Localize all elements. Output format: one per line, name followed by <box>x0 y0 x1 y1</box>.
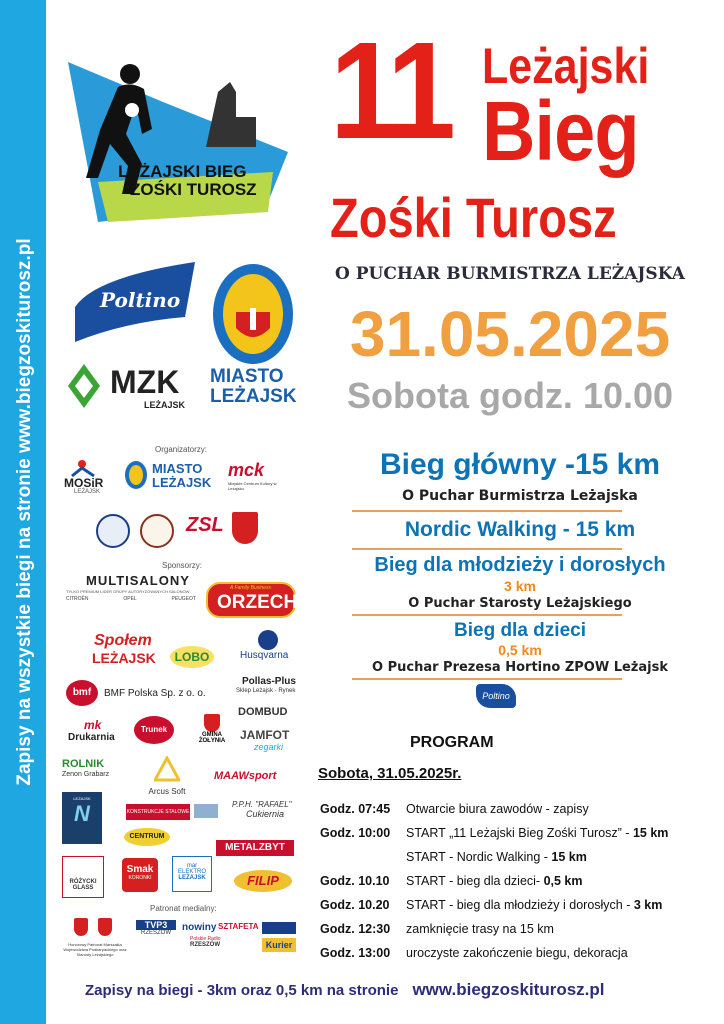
car-brands <box>66 596 196 602</box>
n-letter-icon: N <box>74 801 90 826</box>
race-kids-name: Bieg dla dzieci <box>454 620 586 641</box>
crest-icon <box>98 918 112 936</box>
rafael-sub: Cukiernia <box>246 809 285 819</box>
program-row <box>320 850 587 864</box>
husqvarna-text: Husqvarna <box>240 650 289 661</box>
bmf-logo: bmf <box>66 680 98 706</box>
event-logo-line2: ZOŚKI TUROSZ <box>130 180 257 199</box>
konstrukcje-logo <box>126 804 190 820</box>
brand-citroen: CITROËN <box>66 596 89 602</box>
program-bold: 0,5 km <box>543 874 583 888</box>
title-line2: Bieg <box>482 84 639 178</box>
dombud-logo: DOMBUD <box>238 706 288 718</box>
radio-sub: RZESZÓW <box>190 942 220 948</box>
rafael-logo <box>232 800 302 830</box>
gmina-crest-icon <box>204 714 220 732</box>
husqvarna-logo <box>240 630 304 670</box>
husqvarna-h-icon <box>258 630 278 650</box>
miasto-lezajsk-logo <box>208 262 298 412</box>
program-text: zamknięcie trasy na 15 km <box>406 922 554 936</box>
divider <box>352 614 622 616</box>
brand-opel: OPEL <box>123 596 137 602</box>
patron-text: Honorowy Patronat Marszałka Województwa Podkarpackiego oraz Starosty Leżajskiego <box>63 942 127 957</box>
rolnik-sub: Zenon Grabarz <box>62 771 110 778</box>
race-youth-name: Bieg dla młodzieży i dorosłych <box>374 554 666 576</box>
rozycki-sub: GLASS <box>72 885 94 891</box>
event-date: 31.05.2025 <box>349 298 671 370</box>
miasto-line1: MIASTO <box>210 366 284 387</box>
city-crest-icon <box>208 262 298 370</box>
elektro-sub: LEŻAJSK <box>178 875 206 881</box>
program-bold: 3 km <box>633 898 663 912</box>
gmina-sub: ŻOŁYNIA <box>198 738 226 744</box>
spolem-sub: LEŻAJSK <box>92 650 156 666</box>
title-number: 11 <box>330 14 451 168</box>
race-main-name: Bieg główny -15 km <box>379 448 661 481</box>
tvp-text: TVP3 <box>136 920 176 930</box>
divider <box>352 510 622 512</box>
pollas-text: Pollas-Plus <box>242 676 296 687</box>
media-label: Patronat medialny: <box>150 904 217 913</box>
konstrukcje-text: KONSTRUKCJE STALOWE <box>126 809 190 815</box>
arcus-text: Arcus Soft <box>148 787 186 796</box>
mzk-diamond-icon <box>66 362 102 410</box>
program-bold: 15 km <box>551 850 587 864</box>
program-row <box>320 946 628 960</box>
trunek-logo: Trunek <box>134 716 174 744</box>
race-youth-cup: O Puchar Starosty Leżajskiego <box>408 596 632 611</box>
zsl-logo: ZSL <box>186 514 224 536</box>
race-kids-cup: O Puchar Prezesa Hortino ZPOW Leżajsk <box>372 660 668 675</box>
mk-logo: mk <box>84 718 102 732</box>
event-logo-line1: LEŻAJSKI BIEG <box>118 162 247 181</box>
footer <box>85 980 605 1000</box>
nowiny-logo: nowiny <box>182 922 217 933</box>
program-text: START - bieg dla młodzieży i dorosłych - <box>406 898 634 912</box>
program-time: Godz. 13:00 <box>320 946 391 960</box>
title-line3: Zośki Turosz <box>330 186 617 249</box>
org-miasto-text: MIASTO LEŻAJSK <box>152 461 212 490</box>
filip-logo: FILIP <box>234 870 292 892</box>
lobo-logo: LOBO <box>170 646 214 668</box>
radio-text: Polskie Radio <box>190 936 221 942</box>
maaw-logo: MAAWsport <box>214 770 277 782</box>
event-logo <box>68 62 288 232</box>
program-row <box>320 802 589 816</box>
program-text: START - Nordic Walking - <box>406 850 552 864</box>
day-time: Sobota godz. 10.00 <box>346 375 674 416</box>
spolem-logo <box>64 632 154 670</box>
program-time: Godz. 10:00 <box>320 826 391 840</box>
program-row <box>320 874 582 888</box>
jamfot-logo: JAMFOT <box>240 728 290 742</box>
program-time: Godz. 10.10 <box>320 874 390 888</box>
mosir-figures-icon <box>62 458 114 478</box>
program-date: Sobota, 31.05.2025r. <box>318 765 462 782</box>
program-text: uroczyste zakończenie biegu, dekoracja <box>406 946 628 960</box>
radio-logo <box>190 936 240 952</box>
mzk-logo <box>66 362 196 412</box>
brand-peugeot: PEUGEOT <box>171 596 196 602</box>
jamfot-sub: zegarki <box>254 742 284 752</box>
city-crest-small-icon <box>124 460 148 490</box>
elektro-logo <box>172 856 212 892</box>
sponsors-label: Sponsorzy: <box>162 561 203 570</box>
program-row <box>320 922 554 936</box>
org-crest-3 <box>232 512 258 544</box>
mck-sub: Miejskie Centrum Kultury w Leżajsku <box>228 481 277 491</box>
footer-text: Zapisy na biegi - 3km oraz 0,5 km na stronie <box>85 982 399 999</box>
program-time: Godz. 10.20 <box>320 898 390 912</box>
rozycki-text: RÓŻYCKI <box>69 879 97 885</box>
miasto-line2: LEŻAJSK <box>210 386 297 407</box>
title-line1: Leżajski <box>482 38 650 94</box>
gmina-logo <box>192 714 232 754</box>
mosir-text: MOSiR <box>64 476 104 490</box>
mosir-logo <box>62 458 114 496</box>
mosir-sub: LEŻAJSK <box>74 489 101 495</box>
poltino-logo <box>70 262 200 342</box>
steel-icon <box>194 804 218 818</box>
program-title: PROGRAM <box>410 734 494 751</box>
divider <box>352 678 622 680</box>
race-main-cup: O Puchar Burmistrza Leżajska <box>402 488 638 504</box>
organizers-label: Organizatorzy: <box>155 445 208 454</box>
program-time: Godz. 12:30 <box>320 922 391 936</box>
race-nordic-name: Nordic Walking - 15 km <box>404 518 636 541</box>
lezajsk-n-logo <box>62 792 102 844</box>
multisalony-sub: TYLKO PREMIUM LIDER GRUPY AUTORYZOWANYCH SALONÓW <box>66 589 190 594</box>
smak-logo <box>122 858 158 892</box>
lezajsk-n-text: LEŻAJSK <box>73 796 91 801</box>
orzech-text: ORZECH <box>217 592 298 613</box>
rafael-text: P.P.H. "RAFAEL" <box>232 800 292 809</box>
drukarnia-text: Drukarnia <box>68 732 115 743</box>
smak-sub: KORONKI <box>128 875 152 881</box>
centrum-logo: CENTRUM <box>124 828 170 846</box>
pollas-sub: Sklep Leżajsk - Rynek <box>236 688 296 694</box>
divider <box>352 548 622 550</box>
org-crest-1 <box>96 514 130 548</box>
program-text: Otwarcie biura zawodów - zapisy <box>406 802 589 816</box>
program-text: START „11 Leżajski Bieg Zośki Turosz” - <box>406 826 633 840</box>
subtitle: O PUCHAR BURMISTRZA LEŻAJSKA <box>335 264 685 284</box>
multisalony-text: MULTISALONY <box>86 573 190 588</box>
spolem-text: Społem <box>94 632 152 649</box>
media-badge <box>262 922 296 934</box>
arcus-triangle-icon <box>154 756 180 782</box>
runner-icon <box>68 62 288 232</box>
tvp-sub: RZESZÓW <box>141 930 171 936</box>
mzk-text: MZK <box>110 364 180 400</box>
program-time: Godz. 07:45 <box>320 802 391 816</box>
org-crest-2 <box>140 514 174 548</box>
metalzbyt-logo: METALZBYT <box>216 840 294 856</box>
sztafeta-logo: SZTAFETA <box>218 922 259 931</box>
kurier-logo: Kurier <box>262 938 296 952</box>
program-row <box>320 898 662 912</box>
patron-crests <box>68 918 118 942</box>
tvp-logo <box>136 920 176 946</box>
race-kids-distance: 0,5 km <box>498 642 542 658</box>
footer-url[interactable]: www.biegzoskiturosz.pl <box>412 980 605 999</box>
mzk-sub: LEŻAJSK <box>144 400 186 410</box>
mck-logo <box>228 460 284 494</box>
gmina-text: GMINA <box>202 732 222 738</box>
rolnik-logo: ROLNIK <box>62 758 105 770</box>
small-poltino-logo: Poltino <box>476 684 516 708</box>
program-row <box>320 826 668 840</box>
program-bold: 15 km <box>632 826 669 840</box>
orzech-logo <box>206 582 296 618</box>
race-youth-distance: 3 km <box>504 578 536 594</box>
smak-text: Smak <box>126 864 154 875</box>
arcus-logo <box>142 756 192 796</box>
poltino-text: Poltino <box>100 288 181 312</box>
elektro-text: mar ELEKTRO <box>177 863 206 875</box>
orzech-tag: A Family Business <box>230 585 271 591</box>
rozycki-logo <box>62 856 104 898</box>
bmf-text: BMF Polska Sp. z o. o. <box>104 688 206 699</box>
mck-text: mck <box>228 460 265 480</box>
program-text: START - bieg dla dzieci- <box>406 874 544 888</box>
org-miasto-logo <box>124 460 214 494</box>
side-banner-text[interactable]: Zapisy na wszystkie biegi na stronie www.biegzoskiturosz.pl <box>14 238 35 786</box>
crest-icon <box>74 918 88 936</box>
